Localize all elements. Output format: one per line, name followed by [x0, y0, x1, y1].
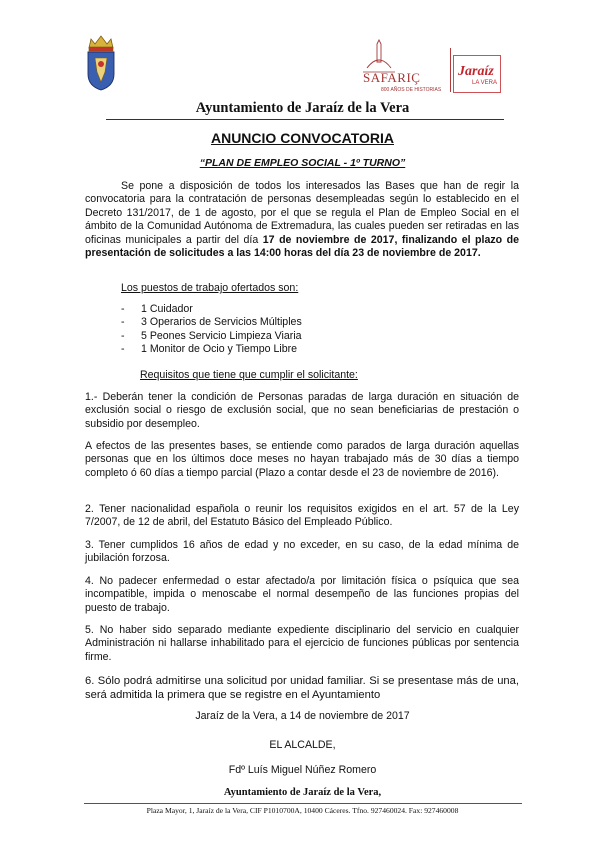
jaraiz-logo-name: Jaraíz [458, 64, 494, 79]
job-label: 5 Peones Servicio Limpieza Viaria [141, 329, 302, 342]
jaraiz-logo-subtext: LA VERA [472, 80, 498, 86]
list-item: - 1 Monitor de Ocio y Tiempo Libre [121, 343, 298, 356]
signer-title: EL ALCALDE, [269, 739, 336, 751]
safari-logo-subtext: 800 AÑOS DE HISTORIAS [381, 87, 442, 93]
jaraiz-la-vera-logo [453, 55, 501, 93]
requirement-3: 3. Tener cumplidos 16 años de edad y no exceder, en su caso, de la edad mínima de jubilación forzosa. [85, 539, 519, 565]
requirement-5: 5. No haber sido separado mediante expediente disciplinario del servicio en cualquier Administración ni hallarse inhabilitado para el ejercicio de funciones públicas por sentencia firme. [85, 624, 519, 663]
logo-separator [450, 48, 451, 92]
jobs-list [121, 303, 302, 357]
signer-name: Fdº Luís Miguel Núñez Romero [228, 764, 377, 776]
safaric-800-logo [355, 38, 445, 96]
safari-logo-name: SAFARIÇ [363, 70, 421, 85]
requirements-heading: Requisitos que tiene que cumplir el solicitante: [140, 369, 358, 381]
intro-text: Se pone a disposición de todos los interesados las Bases que han de regir la convocatoria para la contratación de personas desempleadas según lo establecido en el Decreto 131/2017, de 1 de agosto, por el que se regula el Plan de Empleo Social en el ámbito de la Comunidad Autónoma de Extremadura, las cuales pueden ser retiradas en las oficinas municipales a partir del día [85, 180, 519, 246]
requirement-4: 4. No padecer enfermedad o estar afectado/a por limitación física o psíquica que sea incompatible, impida o menoscabe el normal desempeño de las funciones propias del puesto de trabajo. [85, 575, 519, 614]
list-item: - 3 Operarios de Servicios Múltiples [121, 316, 302, 329]
footer-address: Plaza Mayor, 1, Jaraíz de la Vera, CIF P1010700A, 10400 Cáceres. Tfno. 927460024. Fax: 927460008 [146, 806, 459, 815]
requirement-1-note: A efectos de las presentes bases, se entiende como parados de larga duración aquellas personas que en los últimos doce meses no hayan trabajado más de 30 días a tiempo completo ó 60 días a tiempo parcial (Plazo a contar desde el 23 de noviembre de 2016). [85, 440, 519, 479]
town-title: Ayuntamiento de Jaraíz de la Vera [195, 100, 410, 116]
footer-organization: Ayuntamiento de Jaraíz de la Vera, [223, 787, 382, 798]
announcement-title: ANUNCIO CONVOCATORIA [210, 130, 395, 146]
intro-paragraph [85, 180, 519, 260]
header-divider [106, 119, 504, 120]
plan-title: “PLAN DE EMPLEO SOCIAL - 1º TURNO” [199, 157, 406, 169]
job-label: 1 Cuidador [141, 303, 193, 315]
date-line: Jaraíz de la Vera, a 14 de noviembre de 2017 [195, 710, 410, 722]
requirement-6: 6. Sólo podrá admitirse una solicitud por unidad familiar. Si se presentase más de una, será admitida la primera que se registre en el Ayuntamiento [85, 675, 519, 701]
requirement-1: 1.- Deberán tener la condición de Personas paradas de larga duración en situación de exclusión social o riesgo de exclusión social, que no sean beneficiarias de prestación o subsidio por desempleo. [85, 391, 519, 430]
job-label: 1 Monitor de Ocio y Tiempo Libre [141, 343, 298, 356]
footer-divider [84, 803, 522, 804]
list-item: - 5 Peones Servicio Limpieza Viaria [121, 329, 302, 342]
list-item: - 1 Cuidador [121, 303, 193, 315]
coat-of-arms-icon [84, 34, 118, 92]
jobs-heading: Los puestos de trabajo ofertados son: [121, 282, 299, 294]
job-label: 3 Operarios de Servicios Múltiples [141, 316, 302, 329]
intro-deadline: 17 de noviembre de 2017, finalizando el plazo de presentación de solicitudes a las 14:00 horas del día 23 de noviembre de 2017. [85, 233, 519, 260]
requirement-2: 2. Tener nacionalidad española o reunir los requisitos exigidos en el art. 57 de la Ley 7/2007, de 12 de abril, del Estatuto Básico del Empleado Público. [85, 503, 519, 529]
